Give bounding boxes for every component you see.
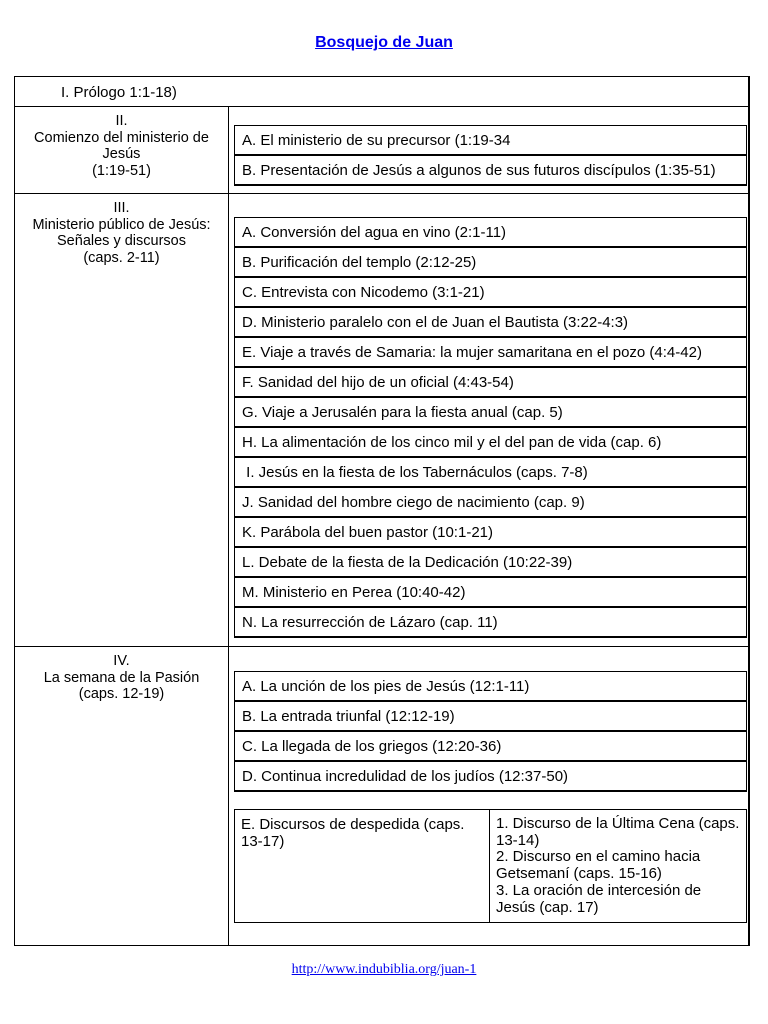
list-item: N. La resurrección de Lázaro (cap. 11) [234,608,747,637]
section-title: Ministerio público de Jesús: Señales y discursos [32,216,211,249]
list-item: G. Viaje a Jerusalén para la fiesta anual (cap. 5) [234,398,747,427]
list-item: A. La unción de los pies de Jesús (12:1-11) [234,672,747,701]
row-divider [15,193,748,194]
list-item: C. Entrevista con Nicodemo (3:1-21) [234,278,747,307]
list-item: J. Sanidad del hombre ciego de nacimiento (cap. 9) [234,488,747,517]
list-item: B. Purificación del templo (2:12-25) [234,248,747,277]
section-label-iv [15,653,228,703]
list-item: L. Debate de la fiesta de la Dedicación (10:22-39) [234,548,747,577]
column-divider [228,106,229,945]
discourse-subitem: 2. Discurso en el camino hacia Getsemaní (caps. 15-16) [496,848,701,883]
discourse-subitem: 1. Discurso de la Última Cena (caps. 13-14) [496,815,740,849]
list-item: M. Ministerio en Perea (10:40-42) [234,578,747,607]
discourse-table [234,809,747,923]
prologue-row: I. Prólogo 1:1-18) [61,84,177,101]
section-label-ii [15,113,228,179]
row-divider [15,646,748,647]
list-item: B. Presentación de Jesús a algunos de sus futuros discípulos (1:35-51) [234,156,747,185]
discourse-heading: E. Discursos de despedida (caps. 13-17) [235,810,490,922]
list-item: K. Parábola del buen pastor (10:1-21) [234,518,747,547]
discourse-subitem: 3. La oración de intercesión de Jesús (cap. 17) [496,881,702,916]
section-title: La semana de la Pasión [43,669,200,686]
list-item: I. Jesús en la fiesta de los Tabernáculos (caps. 7-8) [234,458,747,487]
page-title[interactable]: Bosquejo de Juan [315,34,453,51]
list-item: E. Viaje a través de Samaria: la mujer samaritana en el pozo (4:4-42) [234,338,747,367]
list-item: D. Continua incredulidad de los judíos (12:37-50) [234,762,747,791]
section-numeral: IV. [113,653,130,669]
row-divider [15,106,748,107]
section-iv-items [234,671,747,792]
section-ii-items [234,125,747,186]
outline-table [14,76,750,946]
section-title: Comienzo del ministerio de Jesús [34,129,209,162]
list-item: A. El ministerio de su precursor (1:19-34 [234,126,747,155]
source-link[interactable]: http://www.indubiblia.org/juan-1 [291,962,477,977]
section-label-iii [15,200,228,266]
list-item: D. Ministerio paralelo con el de Juan el Bautista (3:22-4:3) [234,308,747,337]
section-range: (1:19-51) [92,162,151,179]
section-range: (caps. 2-11) [83,249,160,266]
section-numeral: III. [113,200,130,216]
section-numeral: II. [115,113,128,129]
list-item: C. La llegada de los griegos (12:20-36) [234,732,747,761]
list-item: B. La entrada triunfal (12:12-19) [234,702,747,731]
list-item: A. Conversión del agua en vino (2:1-11) [234,218,747,247]
section-iii-items [234,217,747,638]
list-item: F. Sanidad del hijo de un oficial (4:43-54) [234,368,747,397]
section-range: (caps. 12-19) [78,686,165,702]
list-item: H. La alimentación de los cinco mil y el del pan de vida (cap. 6) [234,428,747,457]
discourse-subitems [490,810,746,922]
